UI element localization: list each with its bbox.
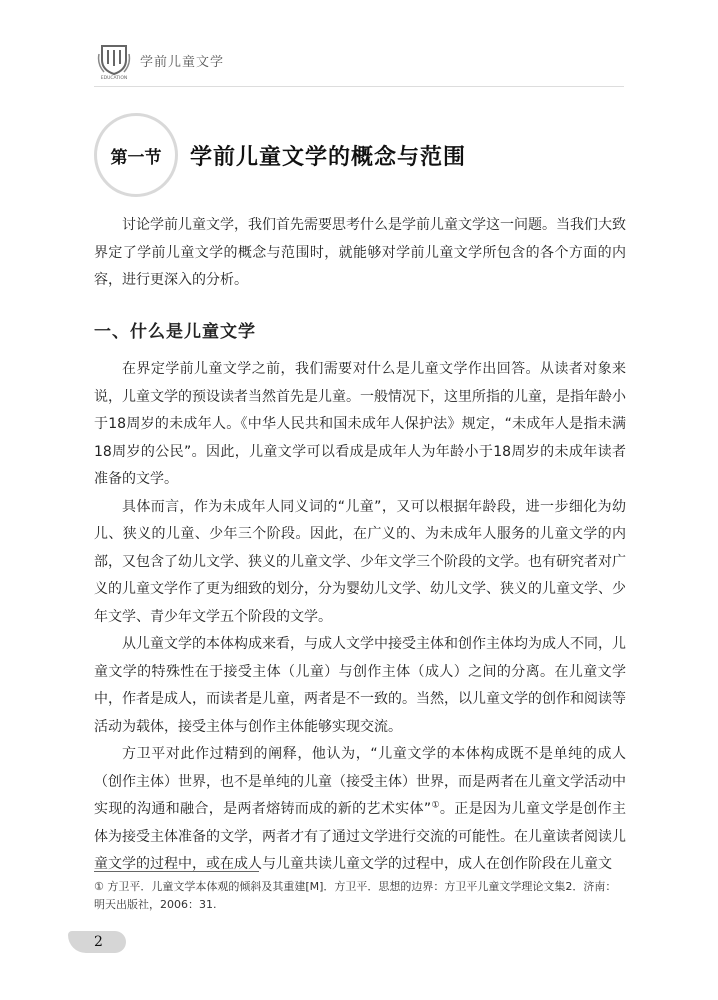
body-text bbox=[94, 212, 626, 879]
education-logo-icon bbox=[94, 40, 134, 80]
paragraph-text: 。正是因为儿童文学是创作主体为接受主体准备的文学，两者才有了通过文学进行交流的可能性。在儿童读者阅读儿童文学的过程中，或在成人与儿童共读儿童文学的过程中，成人在创作阶段在儿童文 bbox=[94, 801, 626, 872]
running-header-title: 学前儿童文学 bbox=[140, 54, 225, 70]
education-logo bbox=[94, 40, 134, 80]
intro-paragraph: 讨论学前儿童文学，我们首先需要思考什么是学前儿童文学这一问题。当我们大致界定了学前儿童文学的概念与范围时，就能够对学前儿童文学所包含的各个方面的内容，进行更深入的分析。 bbox=[94, 217, 626, 288]
svg-text:EDUCATION: EDUCATION bbox=[100, 76, 128, 80]
section-title bbox=[94, 113, 614, 195]
header-divider bbox=[94, 86, 624, 87]
page-header bbox=[94, 40, 224, 80]
section-heading: 学前儿童文学的概念与范围 bbox=[190, 145, 467, 170]
section-number: 第一节 bbox=[110, 147, 162, 168]
footnote-reference[interactable]: ① bbox=[431, 800, 440, 811]
body-paragraph: 具体而言，作为未成年人同义词的“儿童”，又可以根据年龄段，进一步细化为幼儿、狭义的儿童、少年三个阶段。因此，在广义的、为未成年人服务的儿童文学的内部，又包含了幼儿文学、狭义的儿童文学、少年文学三个阶段的文学。也有研究者对广义的儿童文学作了更为细致的划分，分为婴幼儿文学、幼儿文学、狭义的儿童文学、少年文学、青少年文学五个阶段的文学。 bbox=[94, 498, 626, 625]
section-number-badge bbox=[94, 113, 178, 197]
footnote-divider bbox=[94, 871, 259, 872]
body-paragraph: 从儿童文学的本体构成来看，与成人文学中接受主体和创作主体均为成人不同，儿童文学的特殊性在于接受主体（儿童）与创作主体（成人）之间的分离。在儿童文学中，作者是成人，而读者是儿童，两者是不一致的。当然，以儿童文学的创作和阅读等活动为载体，接受主体与创作主体能够实现交流。 bbox=[94, 636, 626, 735]
page-number-tab bbox=[68, 931, 126, 953]
paragraph-text: 方卫平对此作过精到的阐释，他认为，“儿童文学的本体构成既不是单纯的成人（创作主体）世界，也不是单纯的儿童（接受主体）世界，而是两者在儿童文学活动中实现的沟通和融合，是两者熔铸而成的新的艺术实体” bbox=[94, 746, 626, 817]
subsection-heading: 一、什么是儿童文学 bbox=[94, 321, 256, 342]
body-paragraph: 在界定学前儿童文学之前，我们需要对什么是儿童文学作出回答。从读者对象来说，儿童文学的预设读者当然首先是儿童。一般情况下，这里所指的儿童，是指年龄小于18周岁的未成年人。《中华人民共和国未成年人保护法》规定，“未成年人是指未满18周岁的公民”。因此，儿童文学可以看成是成年人为年龄小于18周岁的未成年读者准备的文学。 bbox=[94, 361, 626, 487]
footnote: ① 方卫平．儿童文学本体观的倾斜及其重建[M]．方卫平．思想的边界：方卫平儿童文学理论文集2．济南：明天出版社，2006：31. bbox=[94, 880, 617, 911]
page-number: 2 bbox=[94, 934, 103, 950]
body-paragraph bbox=[94, 741, 626, 879]
